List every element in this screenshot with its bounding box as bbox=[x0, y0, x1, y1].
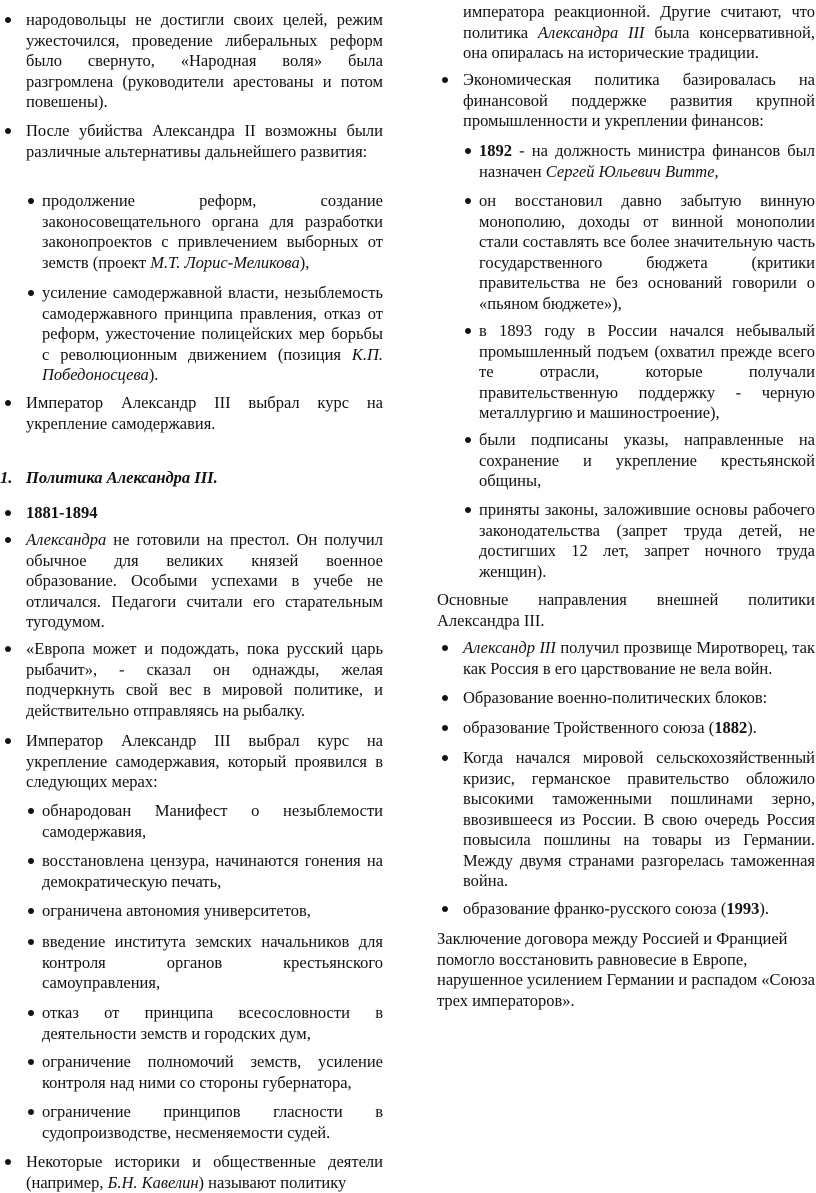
sub-bullet-item bbox=[26, 283, 383, 386]
bold-text: 1882 bbox=[714, 718, 748, 737]
sub-bullet-item bbox=[26, 932, 383, 994]
text-run: усиление самодержавной власти, незыблемость самодержавного принципа правления, отказ от реформ, ужесточение полицейских мер борьбы с революционным движением (позиция bbox=[42, 283, 383, 364]
text-run: Император Александр III выбрал курс на укрепление самодержавия, который проявился в следующих мерах: bbox=[26, 731, 383, 791]
italic-text: Александра bbox=[26, 530, 107, 549]
italic-text: Сергей Юльевич Витте bbox=[545, 161, 715, 181]
text-run: образование франко-русского союза ( bbox=[463, 899, 727, 918]
text-run: Император Александр III выбрал курс на укрепление самодержавия. bbox=[26, 393, 383, 433]
text-run: получил прозвище Миротворец, так как Россия в его царствование не вела войн. bbox=[463, 638, 815, 678]
continued-paragraph bbox=[463, 2, 815, 64]
italic-text: Александра III bbox=[537, 22, 645, 42]
bullet-item bbox=[437, 688, 815, 709]
bullet-item bbox=[0, 530, 383, 633]
heading-number: 1. bbox=[0, 468, 13, 487]
text-run: ограничена автономия университетов, bbox=[42, 901, 311, 920]
text-run: он восстановил давно забытую винную монополию, доходы от винной монополии стали составлять все более значительную часть государственного бюджета (критики правительства не без оснований говорили о «пьяном бюджете»), bbox=[479, 191, 815, 313]
text-run: После убийства Александра II возможны были различные альтернативы дальнейшего развития: bbox=[26, 121, 383, 161]
text-run: ). bbox=[759, 899, 769, 918]
paragraph bbox=[437, 929, 815, 1011]
text-run: продолжение реформ, создание законосовещательного органа для разработки законопроектов с привлечением выборных от земств (проект bbox=[42, 191, 383, 272]
bold-text: 1993 bbox=[726, 899, 760, 918]
text-run: Экономическая политика базировалась на финансовой поддержке развития крупной промышленности и укреплении финансов: bbox=[463, 70, 815, 130]
sub-bullet-item bbox=[463, 191, 815, 314]
bullet-item bbox=[437, 638, 815, 679]
sub-bullet-item bbox=[26, 801, 383, 842]
text-run: обнародован Манифест о незыблемости самодержавия, bbox=[42, 801, 383, 841]
sub-bullet-item bbox=[26, 1003, 383, 1044]
italic-text: Б.Н. Кавелин bbox=[107, 1172, 199, 1192]
text-run: введение института земских начальников для контроля органов крестьянского самоуправления, bbox=[42, 932, 383, 992]
section-heading bbox=[0, 468, 383, 489]
sub-bullet-item bbox=[463, 141, 815, 182]
bullet-item bbox=[0, 503, 383, 524]
italic-text: М.Т. Лорис-Меликова bbox=[150, 252, 300, 272]
text-run: Политика Александра III. bbox=[26, 468, 218, 487]
bullet-item bbox=[437, 748, 815, 892]
text-run: ), bbox=[299, 252, 310, 272]
sub-bullet-item bbox=[463, 321, 815, 424]
sub-bullet-item bbox=[463, 500, 815, 582]
sub-bullet-item bbox=[26, 901, 383, 922]
bullet-item bbox=[0, 393, 383, 434]
text-run: Некоторые историки и общественные деятели (например, bbox=[26, 1152, 383, 1192]
bold-text: 1892 bbox=[479, 141, 512, 160]
bullet-item bbox=[437, 899, 815, 920]
text-run: императора реакционной. Другие считают, что политика bbox=[463, 2, 815, 42]
bullet-item bbox=[437, 718, 815, 739]
sub-bullet-item bbox=[26, 191, 383, 273]
text-run: была консервативной, она опиралась на исторические традиции. bbox=[463, 22, 815, 62]
text-run: ) называют политику bbox=[198, 1172, 347, 1192]
text-run: были подписаны указы, направленные на сохранение и укрепление крестьянской общины, bbox=[479, 430, 815, 490]
bullet-item bbox=[0, 121, 383, 162]
bullet-item bbox=[0, 1152, 383, 1193]
sub-bullet-item bbox=[26, 1102, 383, 1143]
text-run: - на должность министра финансов был назначен bbox=[479, 141, 815, 181]
bold-text: 1881-1894 bbox=[26, 503, 98, 522]
text-run: приняты законы, заложившие основы рабочего законодательства (запрет труда детей, не достигших 12 лет, запрет ночного труда женщин). bbox=[479, 500, 815, 581]
bullet-item bbox=[437, 70, 815, 132]
text-run: , bbox=[714, 161, 719, 181]
text-run: ). bbox=[148, 365, 159, 384]
text-run: Когда начался мировой сельскохозяйственный кризис, германское правительство обложило высокими таможенными пошлинами зерно, ввозившееся из России. В свою очередь Россия повысила пошлины на товары из Германии. Между двумя странами разгорелась таможенная война. bbox=[463, 748, 815, 890]
text-run: Основные направления внешней политики Александра III. bbox=[437, 590, 815, 630]
text-run: ). bbox=[747, 718, 757, 737]
text-run: восстановлена цензура, начинаются гонения на демократическую печать, bbox=[42, 851, 383, 891]
text-run: ограничение принципов гласности в судопроизводстве, несменяемости судей. bbox=[42, 1102, 383, 1142]
bullet-item bbox=[0, 10, 383, 113]
bullet-item bbox=[0, 639, 383, 721]
text-run: народовольцы не достигли своих целей, режим ужесточился, проведение либеральных реформ было свернуто, «Народная воля» была разгромлена (руководители арестованы и потом повешены). bbox=[26, 10, 383, 111]
sub-bullet-item bbox=[463, 430, 815, 492]
italic-text: К.П. Победоносцева bbox=[42, 344, 383, 384]
text-run: Заключение договора между Россией и Францией помогло восстановить равновесие в Европе, нарушенное усилением Германии и распадом «Союза трех императоров». bbox=[437, 929, 815, 1010]
text-run: Образование военно-политических блоков: bbox=[463, 688, 768, 707]
paragraph bbox=[437, 590, 815, 631]
text-run: образование Тройственного союза ( bbox=[463, 718, 715, 737]
text-run: ограничение полномочий земств, усиление контроля над ними со стороны губернатора, bbox=[42, 1052, 383, 1092]
text-run: «Европа может и подождать, пока русский царь рыбачит», - сказал он однажды, желая подчеркнуть свой вес в мировой политике, и действительно отправляясь на рыбалку. bbox=[26, 639, 383, 720]
sub-bullet-item bbox=[26, 1052, 383, 1093]
bullet-item bbox=[0, 731, 383, 793]
text-run: в 1893 году в России начался небывалый промышленный подъем (охватил прежде всего те отрасли, которые получали правительственную поддержку - черную металлургию и машиностроение), bbox=[479, 321, 815, 422]
sub-bullet-item bbox=[26, 851, 383, 892]
text-run: не готовили на престол. Он получил обычное для великих князей военное образование. Особыми успехами в учебе не отличался. Педагоги считали его старательным тугодумом. bbox=[26, 530, 383, 631]
italic-text: Александр III bbox=[463, 638, 556, 657]
text-run: отказ от принципа всесословности в деятельности земств и городских дум, bbox=[42, 1003, 383, 1043]
